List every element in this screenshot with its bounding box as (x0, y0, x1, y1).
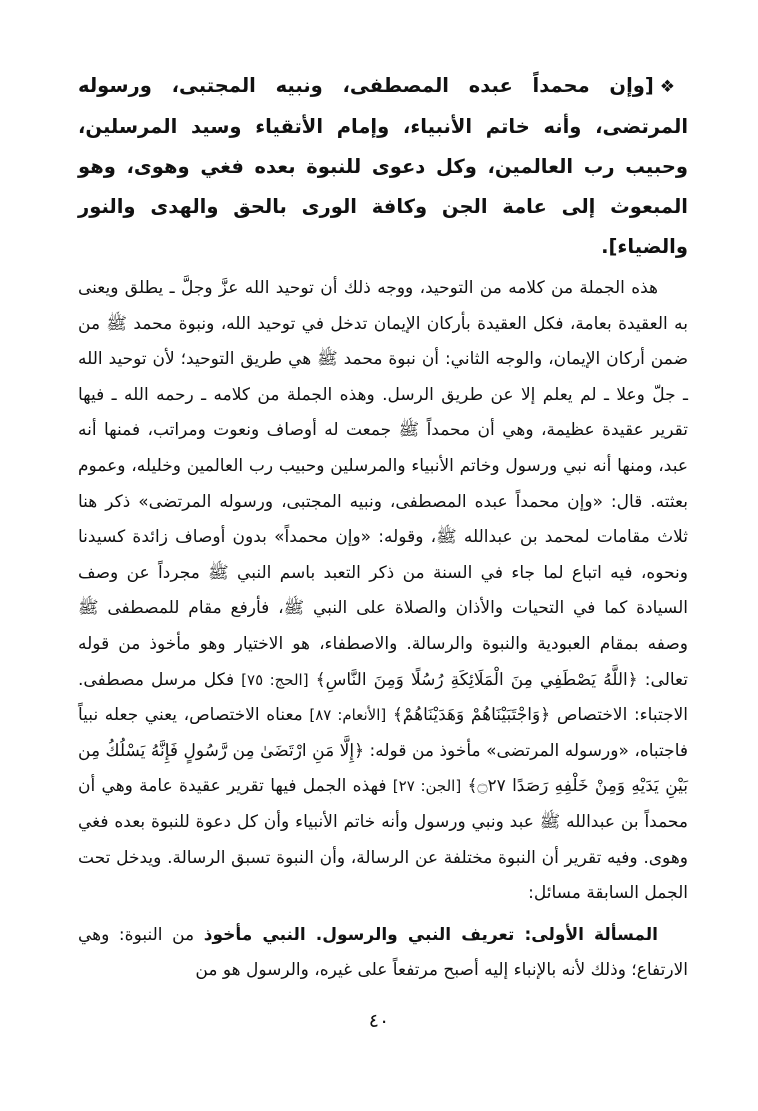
quran-verse-1: ﴿اللَّهُ يَصْطَفِي مِنَ الْمَلَائِكَةِ رُسُلًا وَمِنَ النَّاسِ﴾ (315, 669, 638, 690)
body-text-1: هذه الجملة من كلامه من التوحيد، ووجه ذلك أن توحيد الله عزَّ وجلَّ ـ يطلق ويعنى به العقيدة بعامة، فكل العقيدة بأركان الإيمان تدخل في توحيد الله، ونبوة محمد ﷺ من ضمن أركان الإيمان، والوجه الثاني: أن نبوة محمد ﷺ هي طريق التوحيد؛ لأن توحيد الله ـ جلّ وعلا ـ لم يعلم إلا عن طريق الرسل. وهذه الجملة من كلامه ـ رحمه الله ـ فيها تقرير عقيدة عظيمة، وهي أن محمداً ﷺ جمعت له أوصاف ونعوت ومراتب، فمنها أنه عبد، ومنها أنه نبي ورسول وخاتم الأنبياء والمرسلين وحبيب رب العالمين وخليله، وعموم بعثته. قال: «وإن محمداً عبده المصطفى، ونبيه المجتبى، ورسوله المرتضى» ذكر هنا ثلاث مقامات لمحمد بن عبدالله ﷺ، وقوله: «وإن محمداً» بدون أوصاف زائدة كسيدنا ونحوه، فيه اتباع لما جاء في السنة من ذكر التعبد باسم النبي ﷺ مجرداً عن وصف السيادة كما في التحيات والأذان والصلاة على النبي ﷺ، فأرفع مقام للمصطفى ﷺ وصفه بمقام العبودية والنبوة والرسالة. والاصطفاء، هو الاختيار وهو مأخوذ من قوله تعالى: (78, 278, 688, 690)
body-text-3: معناه الاختصاص، يعني جعله نبياً فاجتباه، «ورسوله المرتضى» مأخوذ من قوله: (78, 705, 688, 761)
quoted-creed-text (78, 66, 688, 267)
page-number: ٤٠ (368, 1010, 390, 1032)
body-paragraph (78, 271, 688, 912)
page-content (78, 66, 688, 989)
verse-reference-1: [الحج: ٧٥] (241, 670, 309, 689)
body-text-4: فهذه الجمل فيها تقرير عقيدة عامة وهي أن محمداً بن عبدالله ﷺ عبد ونبي ورسول وأنه خاتم الأنبياء وأن كل دعوة للنبوة بعده فغي وهوى. وفيه تقرير أن النبوة مختلفة عن الرسالة، وأن النبوة تسبق الرسالة. ويدخل تحت الجمل السابقة مسائل: (78, 776, 688, 904)
quran-verse-3: ﴿إِلَّا مَنِ ارْتَضَىٰ مِن رَّسُولٍ فَإِنَّهُ يَسْلُكُ مِن بَيْنِ يَدَيْهِ وَمِنْ خَلْفِهِ رَصَدًا ۝٢٧﴾ (78, 740, 689, 797)
section-paragraph (78, 918, 688, 989)
diamond-bullet-icon: ❖ (659, 77, 688, 97)
verse-reference-2: [الأنعام: ٨٧] (309, 706, 387, 725)
section-heading: المسألة الأولى: تعريف النبي والرسول. النبي مأخوذ (203, 924, 659, 945)
quran-verse-2: ﴿وَاجْتَبَيْنَاهُمْ وَهَدَيْنَاهُمْ﴾ (392, 705, 551, 726)
verse-reference-3: [الجن: ٢٧] (392, 777, 462, 796)
quote-text: [وإن محمداً عبده المصطفى، ونبيه المجتبى، ورسوله المرتضى، وأنه خاتم الأنبياء، وإمام الأتقياء وسيد المرسلين، وحبيب رب العالمين، وكل دعوى للنبوة بعده فغي وهوى، وهو المبعوث إلى عامة الجن وكافة الورى بالحق والهدى والنور والضياء]. (78, 74, 688, 258)
section-text: من النبوة: وهي الارتفاع؛ وذلك لأنه بالإنباء إليه أصبح مرتفعاً على غيره، والرسول هو من (78, 924, 688, 981)
body-text-2: فكل مرسل مصطفى. الاجتباء: الاختصاص (78, 669, 689, 726)
